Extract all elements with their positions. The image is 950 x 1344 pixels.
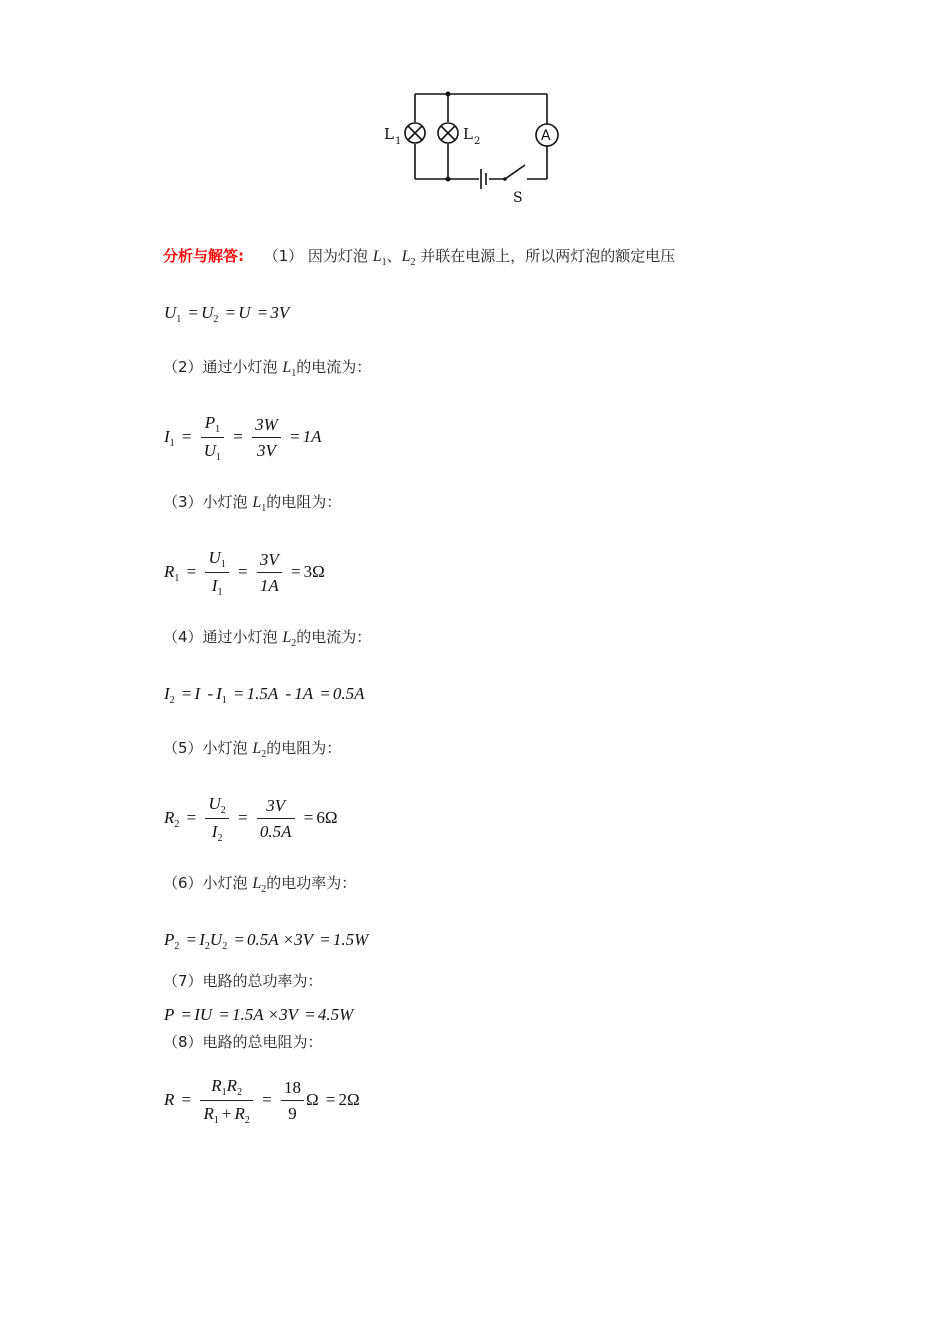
lamp2-label-sub: 2 (474, 136, 481, 147)
lamp1-cross (408, 126, 422, 140)
step-2-text: （2）通过小灯泡 $L_1$的电流为： (163, 358, 372, 379)
equation-total-power: P = IU = 1.5A ×3V = 4.5W (164, 1005, 354, 1024)
switch-label: S (513, 190, 523, 206)
lamp1-label: L (384, 125, 394, 143)
step-4-text: （4）通过小灯泡 $L_2$的电流为： (163, 628, 372, 649)
fraction-18-9: $\frac{18}{9}$ (281, 1078, 304, 1124)
ammeter-label: A (541, 128, 551, 144)
lamp1-label-sub: 1 (395, 136, 402, 147)
equation-voltage: $U_1 = U_2 = U = 3V$ (164, 303, 290, 325)
junction-dot-top (446, 92, 451, 97)
equation-current-i1: $I_1$ = $\frac{P_1}{U_1}$ = $\frac{3W}{3V}$ = 1A (164, 413, 322, 463)
equation-power-p2: $P_2 = I_2U_2 = 0.5A \times 3V = 1.5W$ (164, 930, 369, 952)
switch-symbol (505, 165, 525, 179)
fraction-3v-0.5a: $\frac{3V}{0.5A}$ (257, 796, 295, 842)
analysis-heading: 分析与解答: (163, 247, 244, 265)
circuit-diagram (375, 85, 575, 215)
equation-total-resistance: R = $\frac{R_1R_2}{R_1 + R_2}$ = $\frac{18}{9}$ Ω = 2Ω (164, 1076, 360, 1126)
equation-resistance-r2: $R_2$ = $\frac{U_2}{I_2}$ = $\frac{3V}{0.5A}$ = 6Ω (164, 794, 338, 844)
junction-dot-bottom (446, 177, 451, 182)
step-5-text: （5）小灯泡 $L_2$的电阻为： (163, 739, 342, 760)
step-7-text: （7）电路的总功率为： (163, 972, 323, 990)
step-3-text: （3）小灯泡 $L_1$的电阻为： (163, 493, 342, 514)
step-8-text: （8）电路的总电阻为： (163, 1033, 323, 1051)
equation-resistance-r1: $R_1$ = $\frac{U_1}{I_1}$ = $\frac{3V}{1A}$ = 3Ω (164, 548, 325, 598)
intro-step-tag: （1） (263, 247, 304, 265)
step-6-text: （6）小灯泡 $L_2$的电功率为： (163, 874, 357, 895)
fraction-3v-1a: $\frac{3V}{1A}$ (257, 550, 282, 596)
fraction-u2-i2: $\frac{U_2}{I_2}$ (205, 794, 228, 844)
equation-current-i2: $I_2 = I - I_1 = 1.5A - 1A = 0.5A$ (164, 684, 365, 706)
fraction-p1-u1: $\frac{P_1}{U_1}$ (201, 413, 224, 463)
fraction-u1-i1: $\frac{U_1}{I_1}$ (205, 548, 228, 598)
fraction-r1r2-over-sum: $\frac{R_1R_2}{R_1 + R_2}$ (200, 1076, 252, 1126)
intro-separator: 、 (386, 247, 402, 265)
fraction-3w-3v: $\frac{3W}{3V}$ (252, 415, 281, 461)
intro-line (163, 245, 675, 268)
intro-var-l1: $L_1$ (372, 248, 387, 268)
intro-text-b: 并联在电源上，所以两灯泡的额定电压 (420, 247, 676, 265)
lamp2-cross (441, 126, 455, 140)
intro-var-l2: $L_2$ (401, 248, 416, 268)
battery-symbol (481, 169, 486, 189)
intro-text-a: 因为灯泡 (307, 247, 368, 265)
lamp2-label: L (463, 125, 473, 143)
switch-contact (503, 177, 507, 181)
